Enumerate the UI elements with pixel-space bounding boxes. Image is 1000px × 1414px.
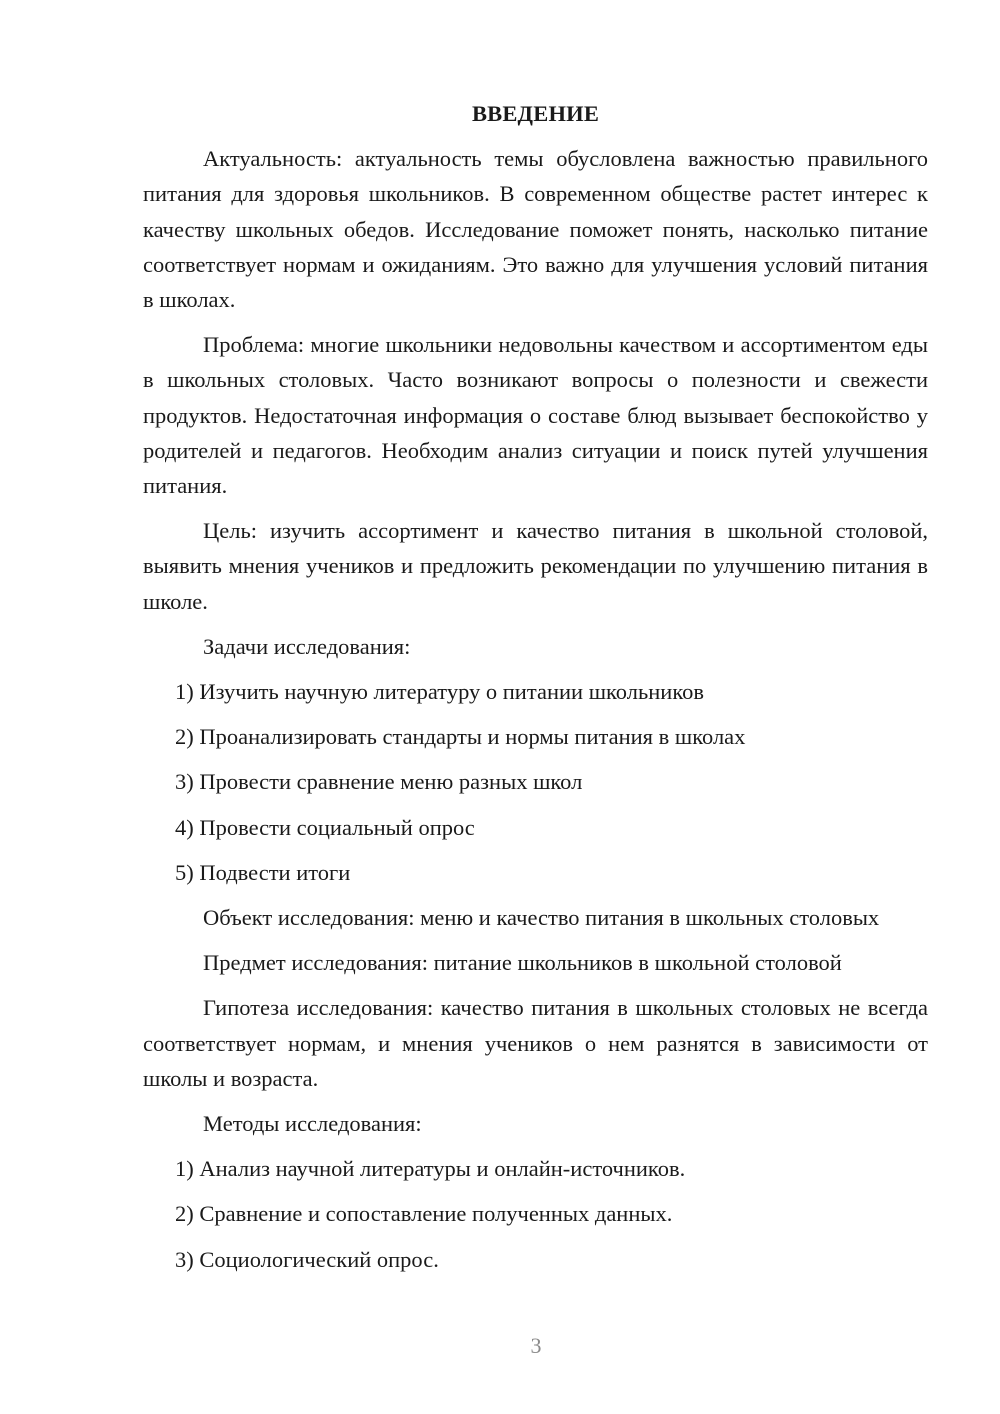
goal-paragraph: Цель: изучить ассортимент и качество питания в школьной столовой, выявить мнения учеников и предложить рекомендации по улучшению питания в школе. — [143, 518, 928, 614]
page-content — [143, 96, 928, 1287]
relevance-paragraph: Актуальность: актуальность темы обусловлена важностью правильного питания для здоровья школьников. В современном обществе растет интерес к качеству школьных обедов. Исследование поможет понять, насколько питание соответствует нормам и ожиданиям. Это важно для улучшения условий питания в школах. — [143, 146, 928, 313]
object-paragraph: Объект исследования: меню и качество питания в школьных столовых — [203, 905, 880, 931]
list-item: 2) Проанализировать стандарты и нормы питания в школах — [175, 724, 746, 750]
list-item: 3) Провести сравнение меню разных школ — [175, 769, 583, 795]
methods-heading: Методы исследования: — [203, 1111, 422, 1137]
list-item: 1) Изучить научную литературу о питании школьников — [175, 679, 704, 705]
list-item: 4) Провести социальный опрос — [175, 814, 475, 840]
problem-paragraph: Проблема: многие школьники недовольны качеством и ассортиментом еды в школьных столовых. Часто возникают вопросы о полезности и свежести продуктов. Недостаточная информация о составе блюд вызывает беспокойство у родителей и педагогов. Необходим анализ ситуации и поиск путей улучшения питания. — [143, 332, 928, 499]
list-item: 5) Подвести итоги — [175, 859, 351, 885]
methods-list — [143, 1151, 928, 1277]
page-title: ВВЕДЕНИЕ — [471, 101, 600, 126]
subject-paragraph: Предмет исследования: питание школьников в школьной столовой — [203, 950, 842, 976]
hypothesis-paragraph: Гипотеза исследования: качество питания в школьных столовых не всегда соответствует нормам, и мнения учеников о нем разнятся в зависимости от школы и возраста. — [143, 995, 928, 1091]
page-number: 3 — [530, 1333, 542, 1358]
list-item: 1) Анализ научной литературы и онлайн-источников. — [175, 1156, 686, 1182]
list-item: 2) Сравнение и сопоставление полученных данных. — [175, 1201, 673, 1227]
tasks-heading: Задачи исследования: — [203, 633, 411, 659]
list-item: 3) Социологический опрос. — [175, 1246, 439, 1272]
tasks-list — [143, 674, 928, 890]
